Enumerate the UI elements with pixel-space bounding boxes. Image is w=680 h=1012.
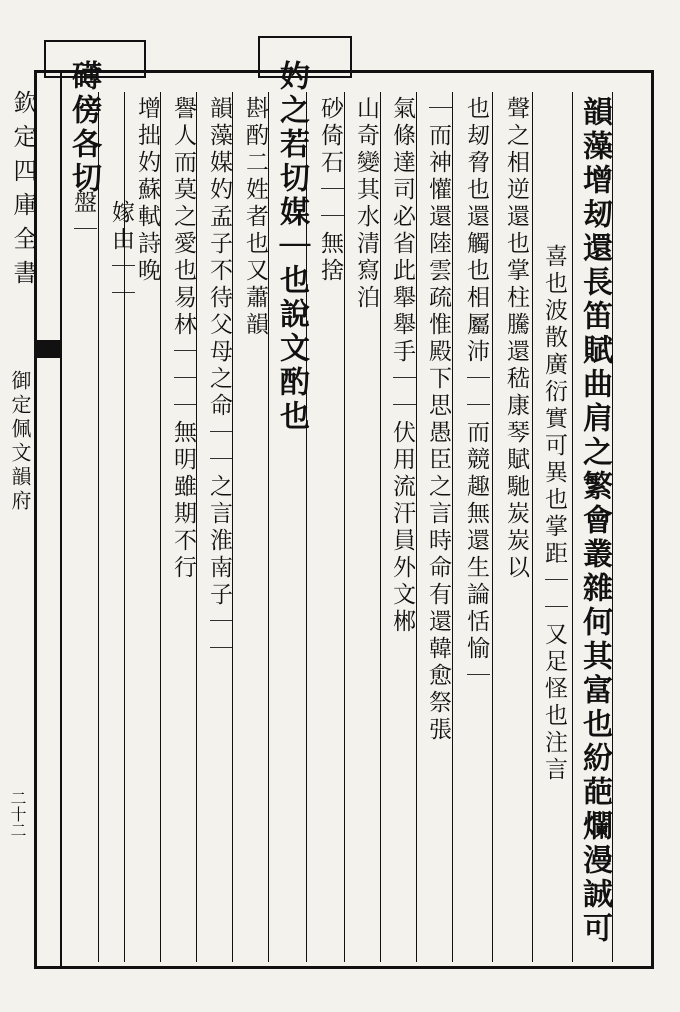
margin-fishtail — [36, 340, 60, 358]
column-6: 氣條達司必省此舉舉手｜｜伏用流汗員外文郴 — [389, 96, 415, 636]
column-13: 增拙妁蘇軾詩晚 — [134, 96, 160, 285]
column-1: 韻藻增刼還長笛賦曲肩之繁會叢雜何其富也紛葩爛漫誠可 — [577, 96, 612, 946]
column-7: 山奇變其水清寫泊 — [353, 96, 379, 312]
column-2: 喜也波散廣衍實可異也掌距｜｜又足怪也注言 — [541, 244, 567, 784]
column-12: 譽人而莫之愛也易林｜｜｜無明雖期不行 — [170, 96, 196, 582]
column-15: 礡傍各切 — [66, 60, 101, 196]
column-14: 嫁由｜｜ — [108, 200, 134, 308]
column-10: 斟酌二姓者也又蕭韻 — [242, 96, 268, 339]
page-number: 二十二 — [8, 790, 27, 838]
inner-left-rule — [60, 70, 62, 969]
column-11: 韻藻媒妁孟子不待父母之命｜｜之言淮南子｜｜ — [206, 96, 232, 663]
column-4: 也刼脅也還觸也相屬沛｜｜而競趣無還生論恬愉｜ — [463, 96, 489, 690]
column-3: 聲之相逆還也掌柱騰還嵇康琴賦馳炭炭以 — [503, 96, 529, 582]
column-16: 盤｜ — [70, 190, 96, 244]
book-title: 欽定四庫全書 — [9, 90, 37, 294]
column-9: 妁之若切媒｜也說文酌也 — [274, 60, 309, 434]
column-8: 砂倚石｜｜無捨 — [317, 96, 343, 285]
right-border-rule — [651, 70, 654, 969]
column-5: ｜而神懽還陸雲疏惟殿下思愚臣之言時命有還韓愈祭張 — [425, 96, 451, 744]
section-title: 御定佩文韻府 — [8, 370, 32, 514]
bottom-border-rule — [34, 966, 654, 969]
